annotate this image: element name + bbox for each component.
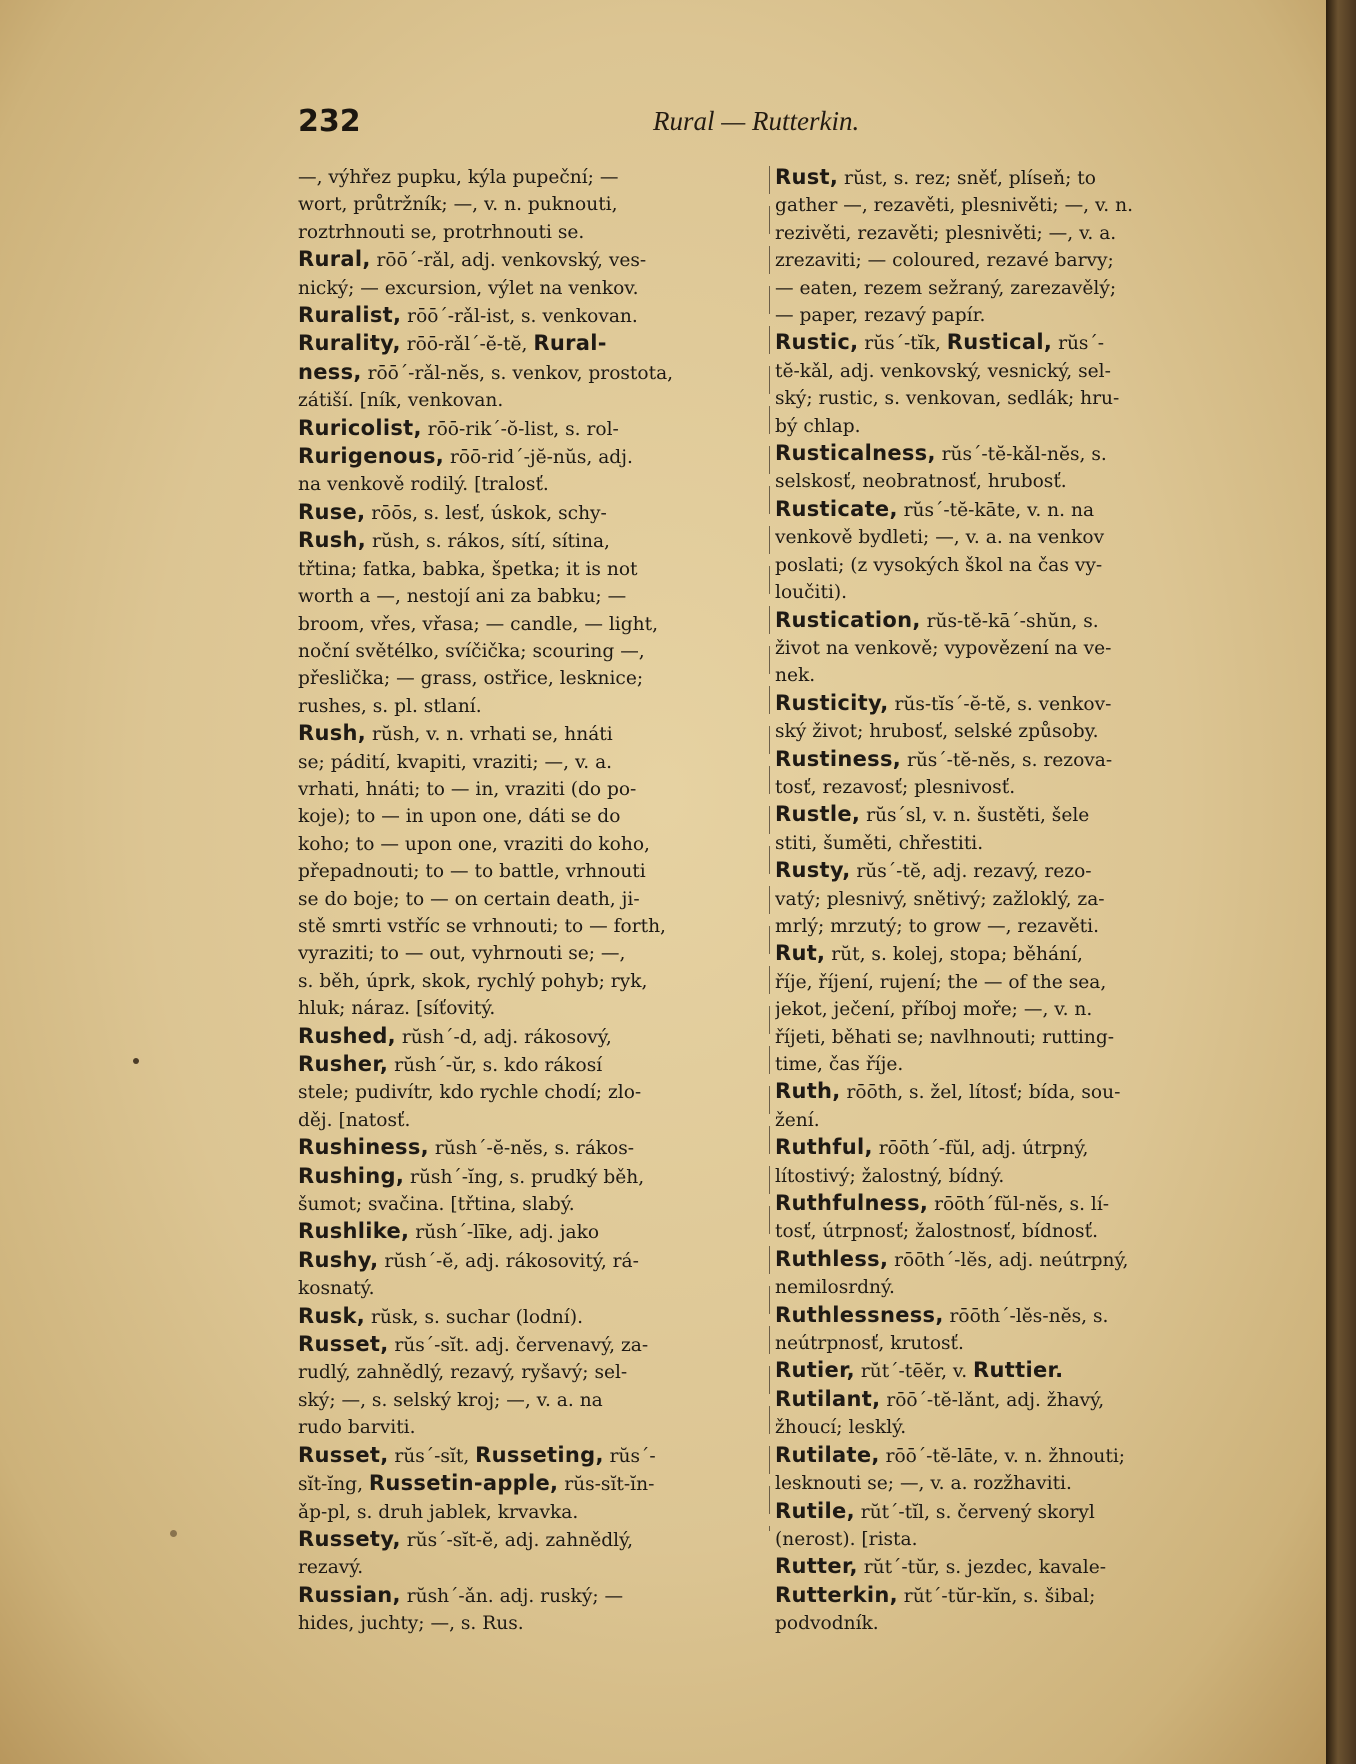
headword: Rusty, — [775, 858, 851, 883]
entry-text: — eaten, rezem sežraný, zarezavělý; — [775, 277, 1117, 299]
dictionary-line — [298, 527, 768, 555]
dictionary-line — [298, 219, 768, 246]
entry-text: tosť, útrpnosť; žalostnosť, bídnosť. — [775, 1221, 1098, 1243]
entry-text: rŭt, s. kolej, stopa; běhání, — [825, 944, 1083, 966]
dictionary-line — [298, 1582, 768, 1610]
dictionary-line — [298, 1442, 768, 1470]
dictionary-line — [298, 665, 768, 692]
dictionary-line — [775, 857, 1245, 885]
dictionary-line — [775, 1051, 1245, 1078]
dictionary-line — [775, 220, 1245, 247]
headword: Ruth, — [775, 1079, 841, 1104]
dictionary-line — [775, 1218, 1245, 1245]
dictionary-line — [298, 693, 768, 720]
entry-text: rŭsh´-ĭng, s. prudký běh, — [404, 1166, 645, 1188]
entry-text: jekot, ječení, příboj moře; —, v. n. — [775, 999, 1093, 1021]
headword: Ruthfulness, — [775, 1191, 929, 1216]
entry-text: rōō-rid´-jĕ-nŭs, adj. — [444, 447, 633, 469]
dictionary-line — [298, 191, 768, 218]
entry-text: — paper, rezavý papír. — [775, 305, 986, 327]
headword: Rustiness, — [775, 746, 902, 771]
entry-text: —, výhřez pupku, kýla pupeční; — — [298, 167, 619, 188]
entry-text: koho; to — upon one, vraziti do koho, — [298, 833, 650, 855]
dictionary-line — [775, 329, 1245, 357]
headword: Rushing, — [298, 1163, 405, 1188]
headword: Rushed, — [298, 1023, 396, 1048]
dictionary-line — [775, 440, 1245, 468]
dictionary-line — [775, 913, 1245, 940]
dictionary-line — [298, 1275, 768, 1302]
dictionary-line — [298, 1079, 768, 1106]
dictionary-line — [298, 995, 768, 1022]
entry-text: říjeti, běhati se; navlhnouti; rutting- — [775, 1026, 1114, 1048]
headword: Russeting, — [475, 1442, 604, 1467]
headword: Rusk, — [298, 1303, 366, 1328]
headword: Rutterkin, — [775, 1582, 898, 1607]
dictionary-line — [775, 1553, 1245, 1581]
entry-text: rŭsh, v. n. vrhati se, hnáti — [366, 724, 613, 746]
headword: ness, — [298, 359, 362, 384]
print-speck — [133, 1058, 139, 1064]
headword: Rustication, — [775, 607, 921, 632]
dictionary-line — [298, 556, 768, 583]
entry-text: hluk; náraz. [síťovitý. — [298, 998, 496, 1020]
entry-text: přepadnouti; to — to battle, vrhnouti — [298, 861, 646, 883]
dictionary-line — [775, 635, 1245, 662]
dictionary-line — [298, 1191, 768, 1218]
entry-text: hides, juchty; —, s. Rus. — [298, 1613, 524, 1635]
entry-text: rōō-rǎl´-ĕ-tĕ, — [400, 334, 534, 356]
headword: Russian, — [298, 1582, 401, 1607]
entry-text: broom, vřes, vřasa; — candle, — light, — [298, 613, 658, 635]
entry-text: rŭs´sl, v. n. šustěti, šele — [860, 805, 1090, 827]
dictionary-line — [298, 1303, 768, 1331]
entry-text: rōōs, s. lesť, úskok, schy- — [365, 502, 607, 524]
dictionary-line — [775, 607, 1245, 635]
entry-text: vrhati, hnáti; to — in, vraziti (do po- — [298, 778, 637, 800]
dictionary-line — [298, 1387, 768, 1414]
headword: Ruthful, — [775, 1135, 873, 1160]
entry-text: stele; pudivítr, kdo rychle chodí; zlo- — [298, 1082, 642, 1104]
dictionary-line — [298, 330, 768, 358]
entry-text: tĕ-kǎl, adj. venkovský, vesnický, sel- — [775, 360, 1111, 382]
entry-text: rōōth´-lĕs-nĕs, s. — [943, 1305, 1109, 1327]
entry-text: rushes, s. pl. stlaní. — [298, 695, 482, 717]
dictionary-line — [298, 1414, 768, 1441]
headword: Ruralist, — [298, 303, 402, 328]
headword: Rural, — [298, 247, 371, 272]
column-divider — [769, 166, 770, 1531]
headword: Russety, — [298, 1526, 401, 1551]
dictionary-line — [298, 443, 768, 471]
dictionary-line — [298, 583, 768, 610]
entry-text: zátiší. [ník, venkovan. — [298, 390, 504, 412]
entry-text: mrlý; mrzutý; to grow —, rezavěti. — [775, 915, 1100, 937]
dictionary-line — [298, 749, 768, 776]
entry-text: time, čas říje. — [775, 1054, 904, 1075]
entry-text: venkově bydleti; —, v. a. na venkov — [775, 527, 1105, 549]
dictionary-line — [298, 1218, 768, 1246]
dictionary-line — [775, 468, 1245, 495]
page-header — [298, 104, 1238, 144]
headword: Rush, — [298, 721, 367, 746]
entry-text: rōō´-tĕ-lǎnt, adj. žhavý, — [880, 1389, 1105, 1411]
entry-text: ský; —, s. selský kroj; —, v. a. na — [298, 1389, 603, 1411]
dictionary-line — [775, 164, 1245, 192]
dictionary-line — [775, 1134, 1245, 1162]
dictionary-line — [775, 579, 1245, 606]
headword: Ruthlessness, — [775, 1302, 944, 1327]
entry-text: rŭsh´-d, adj. rákosový, — [395, 1026, 612, 1048]
entry-text: se; pádití, kvapiti, vraziti; —, v. a. — [298, 751, 613, 773]
dictionary-line — [298, 886, 768, 913]
headword: Rustical, — [946, 330, 1053, 355]
entry-text: nek. — [775, 665, 816, 687]
page-number: 232 — [298, 104, 361, 139]
dictionary-line — [775, 1302, 1245, 1330]
entry-text: se do boje; to — on certain death, ji- — [298, 888, 640, 910]
dictionary-line — [298, 415, 768, 443]
entry-text: nemilosrdný. — [775, 1277, 895, 1299]
headword: Ruricolist, — [298, 415, 422, 440]
dictionary-line — [775, 940, 1245, 968]
dictionary-line — [298, 359, 768, 387]
entry-text: vyraziti; to — out, vyhrnouti se; —, — [298, 943, 626, 965]
headword: Rustle, — [775, 802, 861, 827]
entry-text: přeslička; — grass, ostřice, lesknice; — [298, 668, 644, 690]
dictionary-line — [298, 387, 768, 414]
dictionary-line — [775, 1582, 1245, 1610]
entry-text: rŭs-tĭs´-ĕ-tĕ, s. venkov- — [888, 693, 1112, 715]
dictionary-line — [298, 1247, 768, 1275]
dictionary-line — [298, 246, 768, 274]
headword: Rush, — [298, 528, 367, 553]
dictionary-line — [775, 1024, 1245, 1051]
entry-text: koje); to — in upon one, dáti se do — [298, 806, 621, 828]
entry-text: wort, průtržník; —, v. n. puknouti, — [298, 194, 618, 216]
entry-text: rŭsk, s. suchar (lodní). — [365, 1306, 584, 1328]
headword: Rurality, — [298, 331, 401, 356]
entry-text: rŭs´-tĕ-kǎl-nĕs, s. — [935, 444, 1107, 466]
dictionary-line — [298, 1499, 768, 1526]
dictionary-line — [775, 552, 1245, 579]
entry-text: rezavý. — [298, 1557, 364, 1579]
headword: Rusticity, — [775, 690, 889, 715]
entry-text: rezivěti, rezavěti; plesnivěti; —, v. a. — [775, 222, 1117, 244]
entry-text: nický; — excursion, výlet na venkov. — [298, 277, 639, 299]
entry-text: rōō-rik´-ŏ-list, s. rol- — [421, 418, 619, 440]
dictionary-line — [298, 1359, 768, 1386]
dictionary-line — [775, 690, 1245, 718]
headword: Rutter, — [775, 1554, 858, 1579]
entry-text: rŭsh´-ŭr, s. kdo rákosí — [388, 1055, 603, 1076]
entry-text: rōō´-rǎl, adj. venkovský, ves- — [370, 250, 647, 272]
headword: Ruttier. — [973, 1358, 1064, 1383]
headword: Ruthless, — [775, 1246, 889, 1271]
entry-text: rŭs´-sĭt, — [388, 1445, 476, 1467]
dictionary-line — [775, 385, 1245, 412]
dictionary-line — [298, 831, 768, 858]
dictionary-line — [298, 1023, 768, 1051]
entry-text: rōōth, s. žel, lítosť; bída, sou- — [840, 1082, 1121, 1104]
print-speck — [170, 1530, 177, 1537]
dictionary-line — [775, 886, 1245, 913]
dictionary-line — [298, 1163, 768, 1191]
entry-text: rōō´-tĕ-lāte, v. n. žhnouti; — [879, 1445, 1126, 1467]
dictionary-line — [775, 524, 1245, 551]
dictionary-line — [298, 1554, 768, 1581]
entry-text: selskosť, neobratnosť, hrubosť. — [775, 471, 1067, 493]
dictionary-line — [298, 302, 768, 330]
entry-text: worth a —, nestojí ani za babku; — — [298, 586, 627, 608]
headword: Russet, — [298, 1332, 389, 1357]
dictionary-line — [775, 1414, 1245, 1441]
headword: Rurigenous, — [298, 444, 445, 469]
entry-text: rudo barviti. — [298, 1417, 416, 1439]
dictionary-line — [775, 718, 1245, 745]
entry-text: tosť, rezavosť; plesnivosť. — [775, 776, 1016, 798]
entry-text: rŭsh´-ǎn. adj. ruský; — — [400, 1585, 624, 1607]
entry-text: rōōth´-fŭl, adj. útrpný, — [872, 1138, 1089, 1160]
headword: Rutilate, — [775, 1442, 880, 1467]
dictionary-line — [775, 746, 1245, 774]
dictionary-line — [298, 776, 768, 803]
entry-text: rŭsh´-ĕ-nĕs, s. rákos- — [428, 1138, 635, 1160]
dictionary-line — [298, 1134, 768, 1162]
dictionary-line — [298, 968, 768, 995]
entry-text: říje, říjení, rujení; the — of the sea, — [775, 971, 1107, 993]
dictionary-line — [775, 1107, 1245, 1134]
entry-text: rōōth´fŭl-nĕs, s. lí- — [928, 1194, 1110, 1216]
dictionary-line — [298, 471, 768, 498]
entry-text: rŭst, s. rez; sněť, plíseň; to — [838, 168, 1096, 189]
entry-text: s. běh, úprk, skok, rychlý pohyb; ryk, — [298, 970, 648, 992]
headword: Rutilant, — [775, 1386, 881, 1411]
entry-text: neútrpnosť, krutosť. — [775, 1333, 964, 1355]
dictionary-line — [775, 413, 1245, 440]
entry-text: rŭs´- — [1052, 333, 1105, 355]
entry-text: rŭt´-tēĕr, v. — [854, 1361, 974, 1383]
headword: Russetin-apple, — [368, 1471, 559, 1496]
dictionary-line — [775, 801, 1245, 829]
entry-text: ǎp-pl, s. druh jablek, krvavka. — [298, 1501, 579, 1523]
entry-text: roztrhnouti se, protrhnouti se. — [298, 221, 585, 243]
dictionary-line — [298, 1107, 768, 1134]
dictionary-line — [775, 774, 1245, 801]
dictionary-line — [775, 302, 1245, 329]
entry-text: rŭt´-tŭr-kĭn, s. šibal; — [897, 1585, 1096, 1607]
dictionary-line — [298, 913, 768, 940]
dictionary-line — [775, 969, 1245, 996]
entry-text: rŭsh, s. rákos, sítí, sítina, — [366, 531, 610, 553]
entry-text: ský život; hrubosť, selské způsoby. — [775, 721, 1099, 743]
dictionary-line — [298, 1526, 768, 1554]
entry-text: šumot; svačina. [třtina, slabý. — [298, 1194, 575, 1216]
entry-text: rŭs´-tĕ-nĕs, s. rezova- — [901, 749, 1113, 771]
entry-text: rōō´-rǎl-ist, s. venkovan. — [401, 306, 638, 328]
entry-text: rŭs´-tĕ, adj. rezavý, rezo- — [850, 861, 1092, 883]
entry-text: loučiti). — [775, 582, 848, 604]
entry-text: gather —, rezavěti, plesnivěti; —, v. n. — [775, 195, 1134, 217]
entry-text: sĭt-ĭng, — [298, 1474, 369, 1496]
entry-text: zrezaviti; — coloured, rezavé barvy; — [775, 250, 1114, 272]
entry-text: podvodník. — [775, 1613, 879, 1635]
entry-text: stiti, šuměti, chřestiti. — [775, 832, 984, 854]
entry-text: rudlý, zahnědlý, rezavý, ryšavý; sel- — [298, 1362, 628, 1384]
entry-text: rŭs-tĕ-kā´-shŭn, s. — [920, 610, 1099, 632]
headword: Rushlike, — [298, 1219, 410, 1244]
headword: Rust, — [775, 165, 839, 189]
entry-text: kosnatý. — [298, 1278, 375, 1300]
dictionary-line — [775, 358, 1245, 385]
entry-text: stě smrti vstříc se vrhnouti; to — forth, — [298, 915, 666, 937]
entry-text: rŭt´-tŭr, s. jezdec, kavale- — [857, 1557, 1106, 1579]
dictionary-line — [775, 1470, 1245, 1497]
entry-text: rŭsh´-līke, adj. jako — [409, 1222, 600, 1244]
entry-text: lítostivý; žalostný, bídný. — [775, 1165, 1005, 1187]
dictionary-line — [298, 1051, 768, 1079]
dictionary-line — [775, 1498, 1245, 1526]
dictionary-line — [775, 1386, 1245, 1414]
headword: Rustic, — [775, 330, 859, 355]
entry-text: rŭs´-tĕ-kāte, v. n. na — [897, 499, 1095, 521]
dictionary-line — [298, 638, 768, 665]
dictionary-line — [775, 1246, 1245, 1274]
dictionary-line — [775, 1190, 1245, 1218]
dictionary-line — [298, 611, 768, 638]
entry-text: rŭt´-tĭl, s. červený skoryl — [854, 1501, 1095, 1523]
dictionary-line — [298, 499, 768, 527]
dictionary-line — [775, 1078, 1245, 1106]
entry-text: rŭs´- — [603, 1445, 656, 1467]
headword: Rut, — [775, 941, 826, 966]
dictionary-line — [775, 275, 1245, 302]
headword: Rusticate, — [775, 496, 898, 521]
dictionary-line — [298, 940, 768, 967]
dictionary-line — [775, 996, 1245, 1023]
entry-text: děj. [natosť. — [298, 1109, 411, 1131]
headword: Rural- — [533, 331, 607, 356]
entry-text: život na venkově; vypovězení na ve- — [775, 637, 1112, 659]
dictionary-line — [775, 1357, 1245, 1385]
dictionary-line — [775, 1163, 1245, 1190]
dictionary-line — [298, 1470, 768, 1498]
dictionary-line — [298, 164, 768, 191]
dictionary-line — [298, 1331, 768, 1359]
dictionary-line — [298, 803, 768, 830]
headword: Rushy, — [298, 1247, 379, 1272]
entry-text: (nerost). [rista. — [775, 1528, 918, 1550]
headword: Rusticalness, — [775, 441, 936, 466]
entry-text: vatý; plesnivý, snětivý; zažloklý, za- — [775, 888, 1105, 910]
entry-text: ský; rustic, s. venkovan, sedlák; hru- — [775, 388, 1120, 410]
entry-text: žení. — [775, 1109, 820, 1131]
entry-text: rōōth´-lĕs, adj. neútrpný, — [888, 1249, 1129, 1271]
entry-text: rŭs´-sĭt-ĕ, adj. zahnědlý, — [400, 1529, 634, 1551]
dictionary-line — [775, 1442, 1245, 1470]
dictionary-line — [775, 662, 1245, 689]
entry-text: rŭs´-sĭt. adj. červenavý, za- — [388, 1335, 649, 1357]
headword: Rusher, — [298, 1052, 389, 1076]
dictionary-line — [775, 1526, 1245, 1553]
running-head: Rural — Rutterkin. — [653, 106, 860, 136]
left-column — [298, 164, 768, 1638]
dictionary-line — [775, 192, 1245, 219]
right-column — [775, 164, 1245, 1638]
dictionary-line — [298, 858, 768, 885]
dictionary-line — [775, 1274, 1245, 1301]
dictionary-line — [775, 830, 1245, 857]
dictionary-line — [298, 1610, 768, 1637]
entry-text: žhoucí; lesklý. — [775, 1417, 907, 1439]
entry-text: na venkově rodilý. [tralosť. — [298, 474, 549, 496]
entry-text: rōō´-rǎl-nĕs, s. venkov, prostota, — [361, 362, 674, 384]
entry-text: rŭsh´-ĕ, adj. rákosovitý, rá- — [378, 1250, 639, 1272]
entry-text: poslati; (z vysokých škol na čas vy- — [775, 554, 1103, 576]
headword: Russet, — [298, 1442, 389, 1467]
headword: Rushiness, — [298, 1135, 429, 1160]
entry-text: rŭs´-tĭk, — [858, 333, 947, 355]
entry-text: třtina; fatka, babka, špetka; it is not — [298, 558, 638, 580]
entry-text: lesknouti se; —, v. a. rozžhaviti. — [775, 1473, 1072, 1495]
entry-text: bý chlap. — [775, 415, 861, 437]
dictionary-line — [775, 496, 1245, 524]
headword: Rutier, — [775, 1358, 855, 1383]
entry-text: noční světélko, svíčička; scouring —, — [298, 640, 645, 662]
book-edge — [1326, 0, 1356, 1764]
dictionary-line — [298, 720, 768, 748]
entry-text: rŭs-sĭt-ĭn- — [558, 1474, 655, 1496]
dictionary-line — [775, 1610, 1245, 1637]
dictionary-line — [775, 247, 1245, 274]
dictionary-line — [298, 275, 768, 302]
headword: Ruse, — [298, 499, 366, 524]
dictionary-line — [775, 1330, 1245, 1357]
headword: Rutile, — [775, 1498, 855, 1523]
